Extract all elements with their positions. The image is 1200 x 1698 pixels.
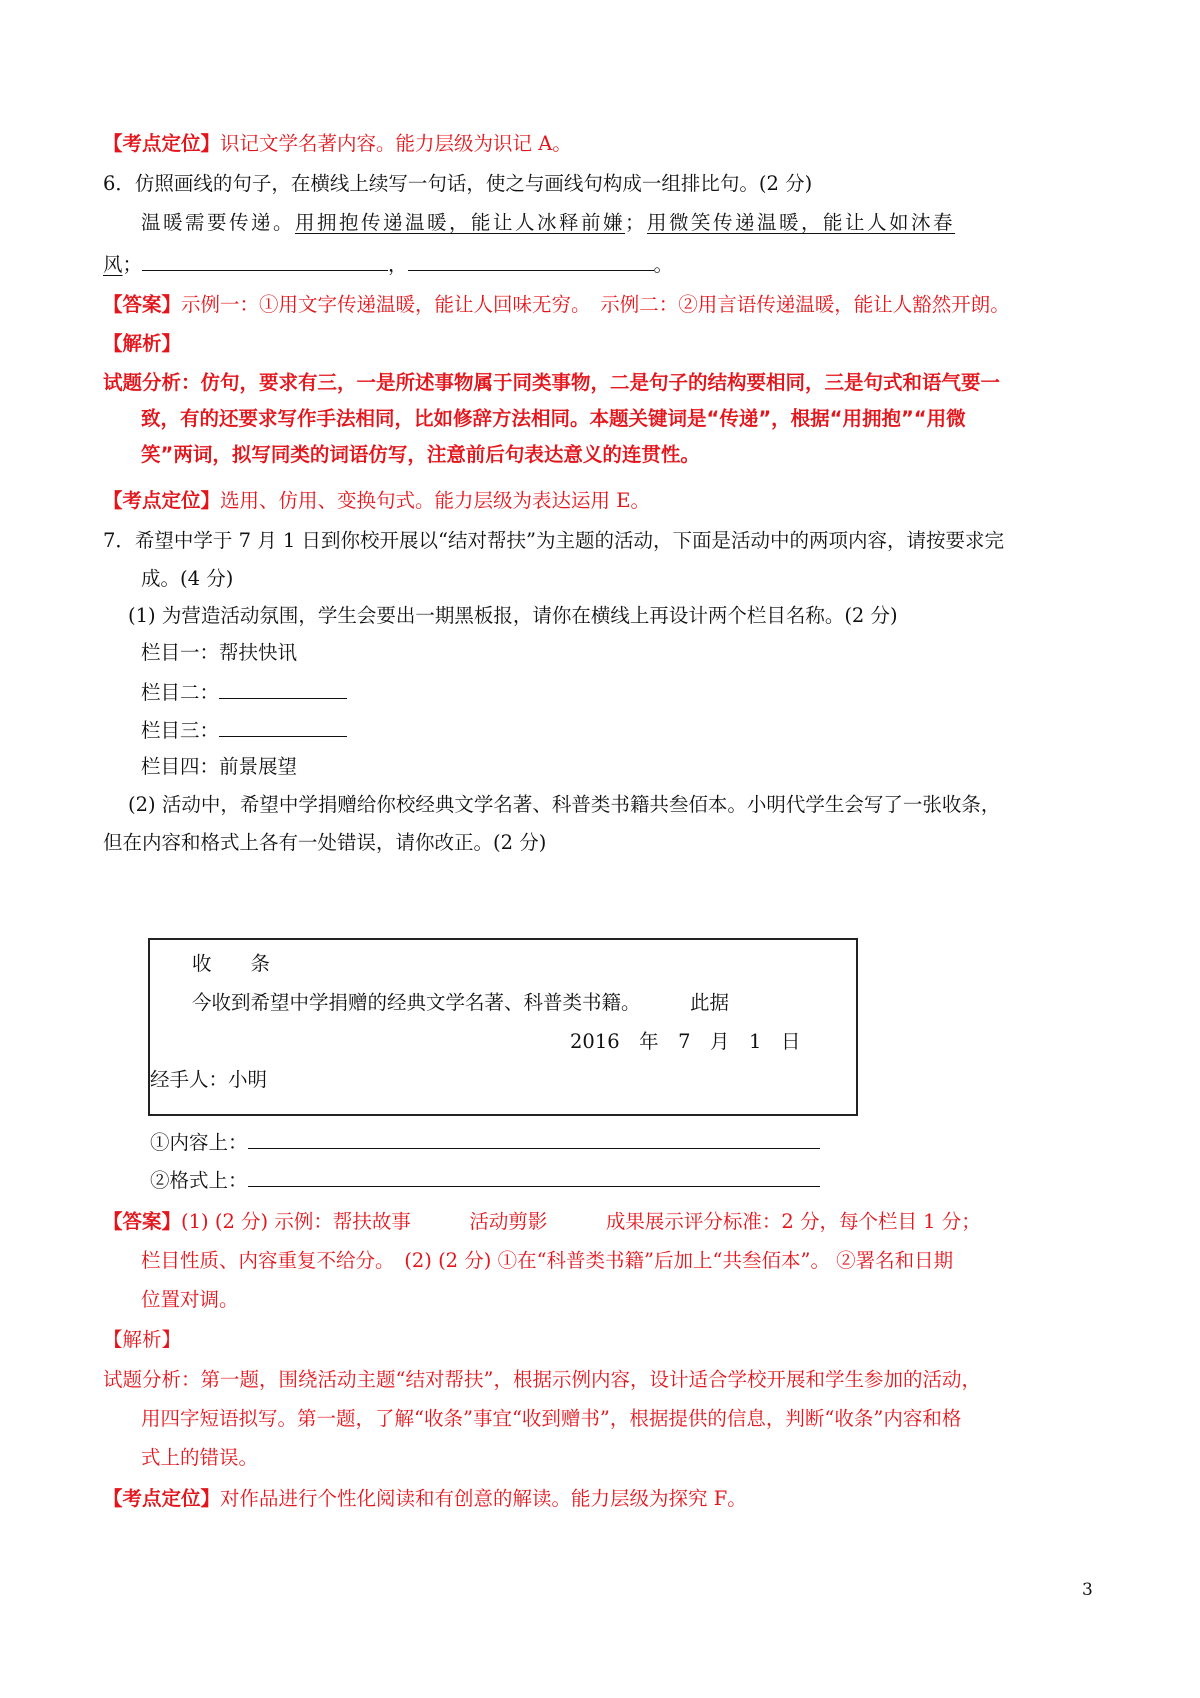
q7-column-2 xyxy=(141,676,347,708)
q6-blank-2[interactable] xyxy=(408,248,654,271)
fix-content-blank[interactable] xyxy=(248,1126,820,1149)
answer-tag: 【答案】 xyxy=(103,293,182,316)
q6-analysis-tag: 【解析】 xyxy=(103,332,182,355)
q7-fix-content xyxy=(150,1126,820,1158)
column-3-blank[interactable] xyxy=(219,714,347,737)
receipt-body: 今收到希望中学捐赠的经典文学名著、科普类书籍。 xyxy=(192,991,641,1014)
answer-text: 示例一：①用文字传递温暖，能让人回味无穷。 示例二：②用言语传递温暖，能让人豁然开朗。 xyxy=(181,293,1010,316)
q7-column-4: 栏目四：前景展望 xyxy=(141,755,298,778)
q7-title-line-1: 7．希望中学于 7 月 1 日到你校开展以“结对帮扶”为主题的活动，下面是活动中的两项内容，请按要求完 xyxy=(103,529,1004,552)
kaodian-text: 识记文学名著内容。能力层级为识记 A。 xyxy=(220,132,572,155)
column-2-label: 栏目二： xyxy=(141,681,220,704)
receipt-title: 收 条 xyxy=(192,952,271,975)
kaodian-tag: 【考点定位】 xyxy=(103,132,221,155)
q6-analysis-line-2: 致，有的还要求写作手法相同，比如修辞方法相同。本题关键词是“传递”，根据“用拥抱”“用微 xyxy=(141,407,966,430)
q7-kaodian xyxy=(103,1484,747,1514)
q6-answer xyxy=(103,290,1010,320)
kaodian-line-1 xyxy=(103,129,572,159)
q6-prefix: 温暖需要传递。 xyxy=(141,211,296,234)
q6-analysis-line-1: 试题分析：仿句，要求有三，一是所述事物属于同类事物，二是句子的结构要相同，三是句式和语气要一 xyxy=(103,371,1001,394)
q7-column-1: 栏目一：帮扶快讯 xyxy=(141,641,298,664)
q7-part2-line-1: (2) 活动中，希望中学捐赠给你校经典文学名著、科普类书籍共叁佰本。小明代学生会写了一张收条， xyxy=(128,793,1001,816)
fix-format-blank[interactable] xyxy=(248,1164,820,1187)
column-2-blank[interactable] xyxy=(219,676,347,699)
fix-format-label: ②格式上： xyxy=(150,1169,248,1192)
q6-example-line-2 xyxy=(103,248,673,280)
receipt-ciju: 此据 xyxy=(690,991,730,1014)
q7-answer-line-1 xyxy=(103,1207,981,1237)
answer-tag: 【答案】 xyxy=(103,1210,182,1233)
q6-kaodian xyxy=(103,486,650,516)
q7-answer-line-3: 位置对调。 xyxy=(141,1288,239,1311)
q7-column-3 xyxy=(141,714,347,746)
fix-content-label: ①内容上： xyxy=(150,1131,248,1154)
q7-analysis-tag: 【解析】 xyxy=(103,1328,182,1351)
receipt-box xyxy=(148,938,858,1116)
q6-example-line-1 xyxy=(141,208,955,238)
q7-analysis-line-2: 用四字短语拟写。第一题，了解“收条”事宜“收到赠书”，根据提供的信息，判断“收条”内容和格 xyxy=(141,1407,962,1430)
q6-underlined-1: 用拥抱传递温暖，能让人冰释前嫌 xyxy=(295,211,626,234)
q7-part2-line-2: 但在内容和格式上各有一处错误，请你改正。(2 分) xyxy=(103,831,547,854)
q6-period: 。 xyxy=(653,253,674,276)
page-number: 3 xyxy=(1082,1580,1093,1600)
q7-fix-format xyxy=(150,1164,820,1196)
q7-analysis-line-1: 试题分析：第一题，围绕活动主题“结对帮扶”，根据示例内容，设计适合学校开展和学生参加的活动， xyxy=(103,1368,981,1391)
q6-sep: ； xyxy=(625,211,648,234)
q7-part1: (1) 为营造活动氛围，学生会要出一期黑板报，请你在横线上再设计两个栏目名称。(2 分) xyxy=(128,604,898,627)
q6-blank-1[interactable] xyxy=(142,248,388,271)
kaodian-text: 选用、仿用、变换句式。能力层级为表达运用 E。 xyxy=(220,489,650,512)
q6-title: 6．仿照画线的句子，在横线上续写一句话，使之与画线句构成一组排比句。(2 分) xyxy=(103,172,813,195)
q6-semicolon: ； xyxy=(122,253,143,276)
kaodian-tag: 【考点定位】 xyxy=(103,489,221,512)
q6-underlined-2b: 风 xyxy=(103,253,123,276)
q6-underlined-2a: 用微笑传递温暖，能让人如沐春 xyxy=(647,211,956,234)
q6-analysis-line-3: 笑”两词，拟写同类的词语仿写，注意前后句表达意义的连贯性。 xyxy=(141,443,700,466)
kaodian-text: 对作品进行个性化阅读和有创意的解读。能力层级为探究 F。 xyxy=(220,1487,747,1510)
kaodian-tag: 【考点定位】 xyxy=(103,1487,221,1510)
answer-text-1: (1) (2 分) 示例：帮扶故事 活动剪影 成果展示评分标准：2 分，每个栏目 1 分； xyxy=(181,1210,981,1233)
receipt-handler: 经手人：小明 xyxy=(150,1068,268,1091)
receipt-date: 2016 年 7 月 1 日 xyxy=(570,1030,801,1053)
q6-comma: ， xyxy=(388,253,408,276)
q7-title-line-2: 成。(4 分) xyxy=(141,567,234,590)
q7-answer-line-2: 栏目性质、内容重复不给分。 (2) (2 分) ①在“科普类书籍”后加上“共叁佰本”。 ②署名和日期 xyxy=(141,1249,954,1272)
q7-analysis-line-3: 式上的错误。 xyxy=(141,1446,259,1469)
column-3-label: 栏目三： xyxy=(141,719,220,742)
